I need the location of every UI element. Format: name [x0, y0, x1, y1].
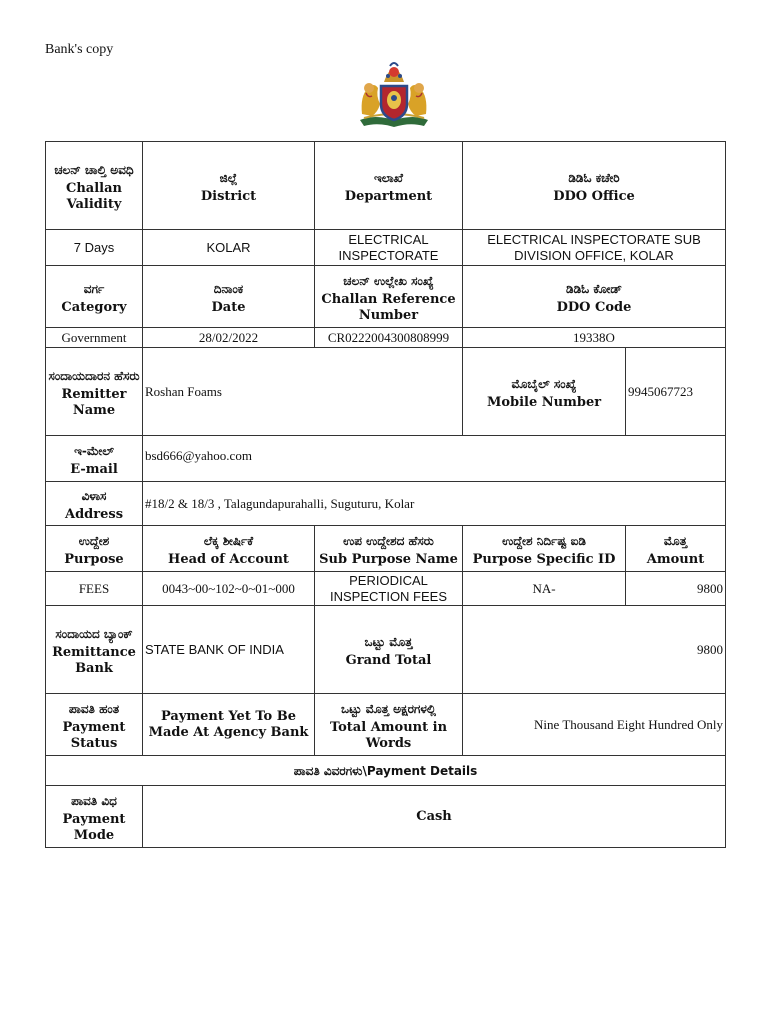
- ddo-code-header: [463, 266, 726, 328]
- email-row: [46, 436, 726, 482]
- department-header: [315, 142, 463, 230]
- remitter-label-en: Remitter Name: [61, 386, 127, 418]
- category-value: Government: [46, 328, 143, 348]
- amount-value: 9800: [626, 572, 726, 606]
- remitter-label: [46, 348, 143, 436]
- purpose-header: [46, 526, 143, 572]
- amount-words-value: Nine Thousand Eight Hundred Only: [463, 694, 726, 756]
- bank-value: STATE BANK OF INDIA: [143, 606, 315, 694]
- bank-label-en: Remittance Bank: [52, 644, 136, 676]
- purpose-id-header: [463, 526, 626, 572]
- address-value: #18/2 & 18/3 , Talagundapurahalli, Suguturu, Kolar: [143, 482, 726, 526]
- status-value: Payment Yet To Be Made At Agency Bank: [143, 694, 315, 756]
- purpose-value: FEES: [46, 572, 143, 606]
- date-value: 28/02/2022: [143, 328, 315, 348]
- address-label-kn: ವಿಳಾಸ: [81, 488, 107, 503]
- date-header-en: Date: [211, 299, 246, 315]
- value-row-3: [46, 572, 726, 606]
- district-header-en: District: [200, 188, 257, 204]
- status-label-en: Payment Status: [62, 719, 126, 751]
- payment-mode-label-en: Payment Mode: [62, 811, 126, 843]
- payment-mode-row: [46, 786, 726, 848]
- payment-mode-label-kn: ಪಾವತಿ ವಿಧ: [71, 793, 117, 808]
- district-value: KOLAR: [143, 230, 315, 266]
- category-header-kn: ವರ್ಗ: [83, 281, 105, 296]
- address-row: [46, 482, 726, 526]
- payment-mode-label: [46, 786, 143, 848]
- amount-words-label-kn: ಒಟ್ಟು ಮೊತ್ತ ಅಕ್ಷರಗಳಲ್ಲಿ: [341, 701, 436, 716]
- payment-mode-value: Cash: [143, 786, 726, 848]
- payment-details-heading: ಪಾವತಿ ವಿವರಗಳು\Payment Details: [46, 756, 726, 786]
- ddo-office-header: [463, 142, 726, 230]
- sub-purpose-header-kn: ಉಪ ಉದ್ದೇಶದ ಹೆಸರು: [343, 533, 434, 548]
- date-header-kn: ದಿನಾಂಕ: [213, 281, 244, 296]
- email-value: bsd666@yahoo.com: [143, 436, 726, 482]
- mobile-label-en: Mobile Number: [486, 394, 602, 410]
- email-label-kn: ಇ-ಮೇಲ್: [74, 443, 114, 458]
- purpose-id-header-kn: ಉದ್ದೇಶ ನಿರ್ದಿಷ್ಟ ಐಡಿ: [502, 533, 586, 548]
- mobile-label-kn: ಮೊಬೈಲ್ ಸಂಖ್ಯೆ: [511, 376, 577, 391]
- head-of-account-header-en: Head of Account: [168, 551, 289, 567]
- value-row-1: [46, 230, 726, 266]
- payment-details-row: [46, 756, 726, 786]
- sub-purpose-header: [315, 526, 463, 572]
- email-label-en: E-mail: [70, 461, 118, 477]
- value-row-2: [46, 328, 726, 348]
- department-header-kn: ಇಲಾಖೆ: [373, 170, 404, 185]
- amount-words-label-en: Total Amount in Words: [329, 719, 448, 751]
- address-label: [46, 482, 143, 526]
- purpose-id-value: NA-: [463, 572, 626, 606]
- header-row-1: [46, 142, 726, 230]
- email-label: [46, 436, 143, 482]
- grand-total-label: [315, 606, 463, 694]
- validity-value: 7 Days: [46, 230, 143, 266]
- ddo-code-header-kn: ಡಿಡಿಓ ಕೋಡ್: [566, 281, 622, 296]
- purpose-id-header-en: Purpose Specific ID: [472, 551, 616, 567]
- header-row-3: [46, 526, 726, 572]
- challan-ref-header: [315, 266, 463, 328]
- mobile-label: [463, 348, 626, 436]
- bank-label-kn: ಸಂದಾಯದ ಬ್ಯಾಂಕ್: [55, 626, 133, 641]
- grand-total-value: 9800: [463, 606, 726, 694]
- purpose-header-en: Purpose: [64, 551, 124, 567]
- validity-header: [46, 142, 143, 230]
- ddo-office-value: ELECTRICAL INSPECTORATE SUB DIVISION OFFICE, KOLAR: [463, 230, 726, 266]
- grand-total-label-en: Grand Total: [345, 652, 432, 668]
- bank-row: [46, 606, 726, 694]
- head-of-account-header: [143, 526, 315, 572]
- ddo-code-value: 19338O: [463, 328, 726, 348]
- status-label-kn: ಪಾವತಿ ಹಂತ: [68, 701, 120, 716]
- validity-header-en: Challan Validity: [66, 180, 122, 212]
- remitter-label-kn: ಸಂದಾಯದಾರನ ಹೆಸರು: [48, 368, 140, 383]
- sub-purpose-header-en: Sub Purpose Name: [319, 551, 458, 567]
- status-label: [46, 694, 143, 756]
- challan-ref-header-en: Challan Reference Number: [321, 291, 456, 323]
- amount-header-en: Amount: [646, 551, 705, 567]
- head-of-account-value: 0043~00~102~0~01~000: [143, 572, 315, 606]
- karnataka-emblem: [354, 60, 434, 132]
- amount-header: [626, 526, 726, 572]
- head-of-account-header-kn: ಲೆಕ್ಕ ಶೀರ್ಷಿಕೆ: [203, 533, 254, 548]
- grand-total-label-kn: ಒಟ್ಟು ಮೊತ್ತ: [364, 634, 413, 649]
- amount-header-kn: ಮೊತ್ತ: [663, 533, 688, 548]
- district-header: [143, 142, 315, 230]
- ddo-office-header-en: DDO Office: [553, 188, 635, 204]
- department-value: ELECTRICAL INSPECTORATE: [315, 230, 463, 266]
- ddo-code-header-en: DDO Code: [556, 299, 632, 315]
- sub-purpose-value: PERIODICAL INSPECTION FEES: [315, 572, 463, 606]
- header-row-2: [46, 266, 726, 328]
- purpose-header-kn: ಉದ್ದೇಶ: [78, 533, 110, 548]
- challan-ref-header-kn: ಚಲನ್ ಉಲ್ಲೇಖ ಸಂಖ್ಯೆ: [343, 273, 434, 288]
- amount-words-label: [315, 694, 463, 756]
- validity-header-kn: ಚಲನ್ ಚಾಲ್ತಿ ಅವಧಿ: [54, 162, 134, 177]
- remitter-row: [46, 348, 726, 436]
- address-label-en: Address: [64, 506, 124, 522]
- challan-table: [45, 141, 726, 848]
- district-header-kn: ಜಿಲ್ಲೆ: [219, 170, 238, 185]
- remitter-value: Roshan Foams: [143, 348, 463, 436]
- department-header-en: Department: [344, 188, 433, 204]
- copy-label: Bank's copy: [45, 42, 114, 57]
- challan-ref-value: CR0222004300808999: [315, 328, 463, 348]
- mobile-value: 9945067723: [626, 348, 726, 436]
- category-header: [46, 266, 143, 328]
- date-header: [143, 266, 315, 328]
- ddo-office-header-kn: ಡಿಡಿಓ ಕಚೇರಿ: [568, 170, 620, 185]
- category-header-en: Category: [61, 299, 127, 315]
- status-row: [46, 694, 726, 756]
- bank-label: [46, 606, 143, 694]
